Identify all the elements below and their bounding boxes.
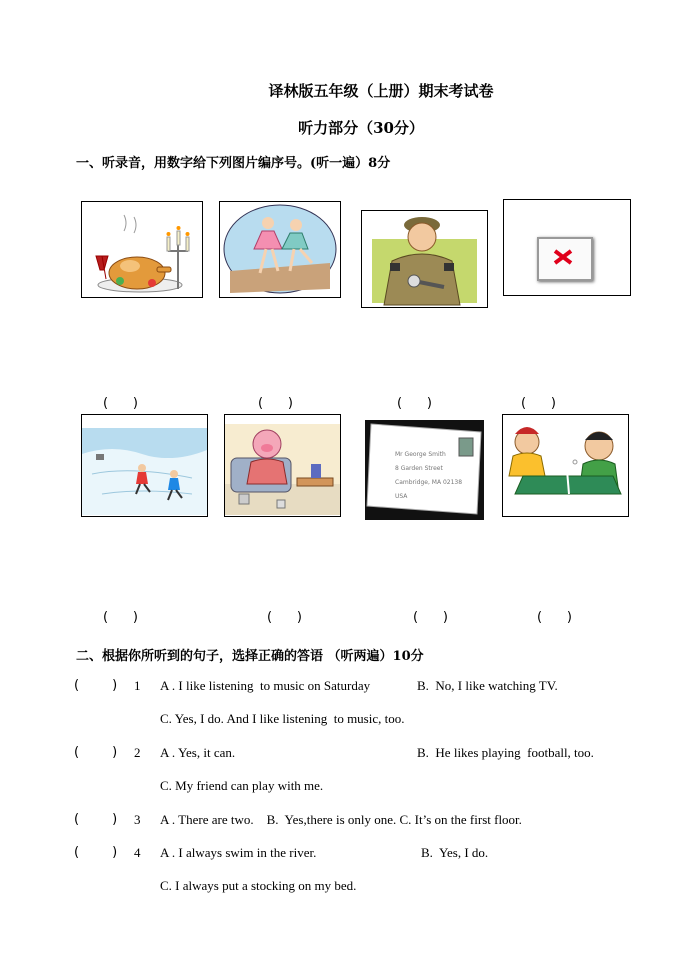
q1-option-a: A . I like listening to music on Saturday <box>160 678 371 693</box>
q3-number: 3 <box>134 812 141 827</box>
picture-mechanic <box>361 210 488 308</box>
section1-heading: 一、听录音，用数字给下列图片编序号。(听一遍）8分 <box>76 156 391 171</box>
broken-image-icon <box>537 237 593 281</box>
answer-blank-4[interactable]: ( ) <box>521 396 556 411</box>
ballet-dancers-icon <box>220 201 340 296</box>
picture-table-tennis <box>502 414 629 517</box>
picture-pig-on-sofa <box>224 414 341 517</box>
pig-on-sofa-icon <box>225 414 340 515</box>
answer-blank-8[interactable]: ( ) <box>537 610 572 625</box>
picture-ice-skating <box>81 414 208 517</box>
q1-answer-blank[interactable]: ( ) <box>74 678 118 693</box>
q4-number: 4 <box>134 845 141 860</box>
answer-blank-6[interactable]: ( ) <box>267 610 302 625</box>
page-title: 译林版五年级（上册）期末考试卷 <box>268 82 494 100</box>
q2-option-c: C. My friend can play with me. <box>160 778 324 793</box>
picture-broken-image <box>503 199 631 296</box>
answer-blank-2[interactable]: ( ) <box>258 396 293 411</box>
address-line-3: Cambridge, MA 02138 <box>395 479 463 486</box>
q4-answer-blank[interactable]: ( ) <box>74 845 118 860</box>
address-line-2: 8 Garden Street <box>395 465 443 472</box>
q1-option-b: B. No, I like watching TV. <box>417 678 558 693</box>
q2-number: 2 <box>134 745 141 760</box>
q4-option-a: A . I always swim in the river. <box>160 845 317 860</box>
roast-turkey-dinner-icon <box>82 201 202 296</box>
answer-blank-5[interactable]: ( ) <box>103 610 138 625</box>
answer-blank-1[interactable]: ( ) <box>103 396 138 411</box>
q2-option-a: A . Yes, it can. <box>160 745 236 760</box>
page-subtitle: 听力部分（30分） <box>298 119 424 137</box>
q2-answer-blank[interactable]: ( ) <box>74 745 118 760</box>
ice-skating-children-icon <box>82 414 207 515</box>
address-line-1: Mr George Smith <box>395 451 446 458</box>
answer-blank-7[interactable]: ( ) <box>413 610 448 625</box>
q3-answer-blank[interactable]: ( ) <box>74 812 118 827</box>
q1-number: 1 <box>134 678 141 693</box>
q2-option-b: B. He likes playing football, too. <box>417 745 594 760</box>
q4-option-b: B. Yes, I do. <box>421 845 489 860</box>
table-tennis-kids-icon <box>503 414 628 515</box>
q1-option-c: C. Yes, I do. And I like listening to music, too. <box>160 711 405 726</box>
q3-options: A . There are two. B. Yes,there is only one. C. It’s on the first floor. <box>160 812 522 827</box>
answer-blank-3[interactable]: ( ) <box>397 396 432 411</box>
address-line-4: USA <box>395 493 408 500</box>
picture-envelope <box>365 420 484 520</box>
picture-ballet-dancers <box>219 201 341 298</box>
section2-heading: 二、根据你所听到的句子，选择正确的答语 （听两遍）10分 <box>76 649 424 664</box>
envelope-letter-icon <box>365 420 484 520</box>
picture-roast-turkey <box>81 201 203 298</box>
q4-option-c: C. I always put a stocking on my bed. <box>160 878 357 893</box>
mechanic-with-wrench-icon <box>362 211 487 307</box>
